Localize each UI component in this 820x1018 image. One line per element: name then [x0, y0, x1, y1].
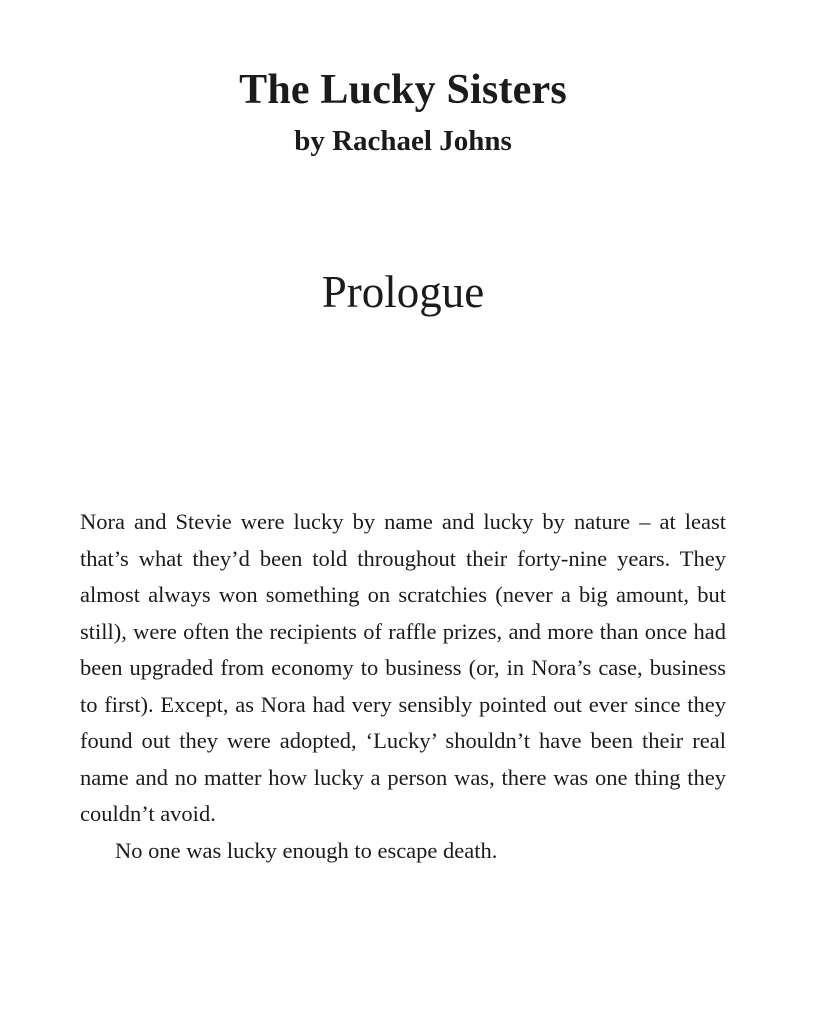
author-byline: by Rachael Johns: [294, 125, 512, 157]
title-block: [0, 62, 806, 160]
prologue-body: [80, 504, 726, 869]
paragraph-2: No one was lucky enough to escape death.: [115, 837, 498, 863]
chapter-heading: Prologue: [321, 267, 485, 317]
paragraph-1: Nora and Stevie were lucky by name and lucky by nature – at least that’s what they’d been told throughout their forty-nine years. They almost always won something on scratchies (never a big amount, but still), were often the recipients of raffle prizes, and more than once had been upgraded from economy to business (or, in Nora’s case, business to first). Except, as Nora had very sensibly pointed out ever since they found out they were adopted, ‘Lucky’ shouldn’t have been their real name and no matter how lucky a person was, there was one thing they couldn’t avoid.: [80, 509, 726, 826]
book-title: The Lucky Sisters: [239, 67, 567, 113]
